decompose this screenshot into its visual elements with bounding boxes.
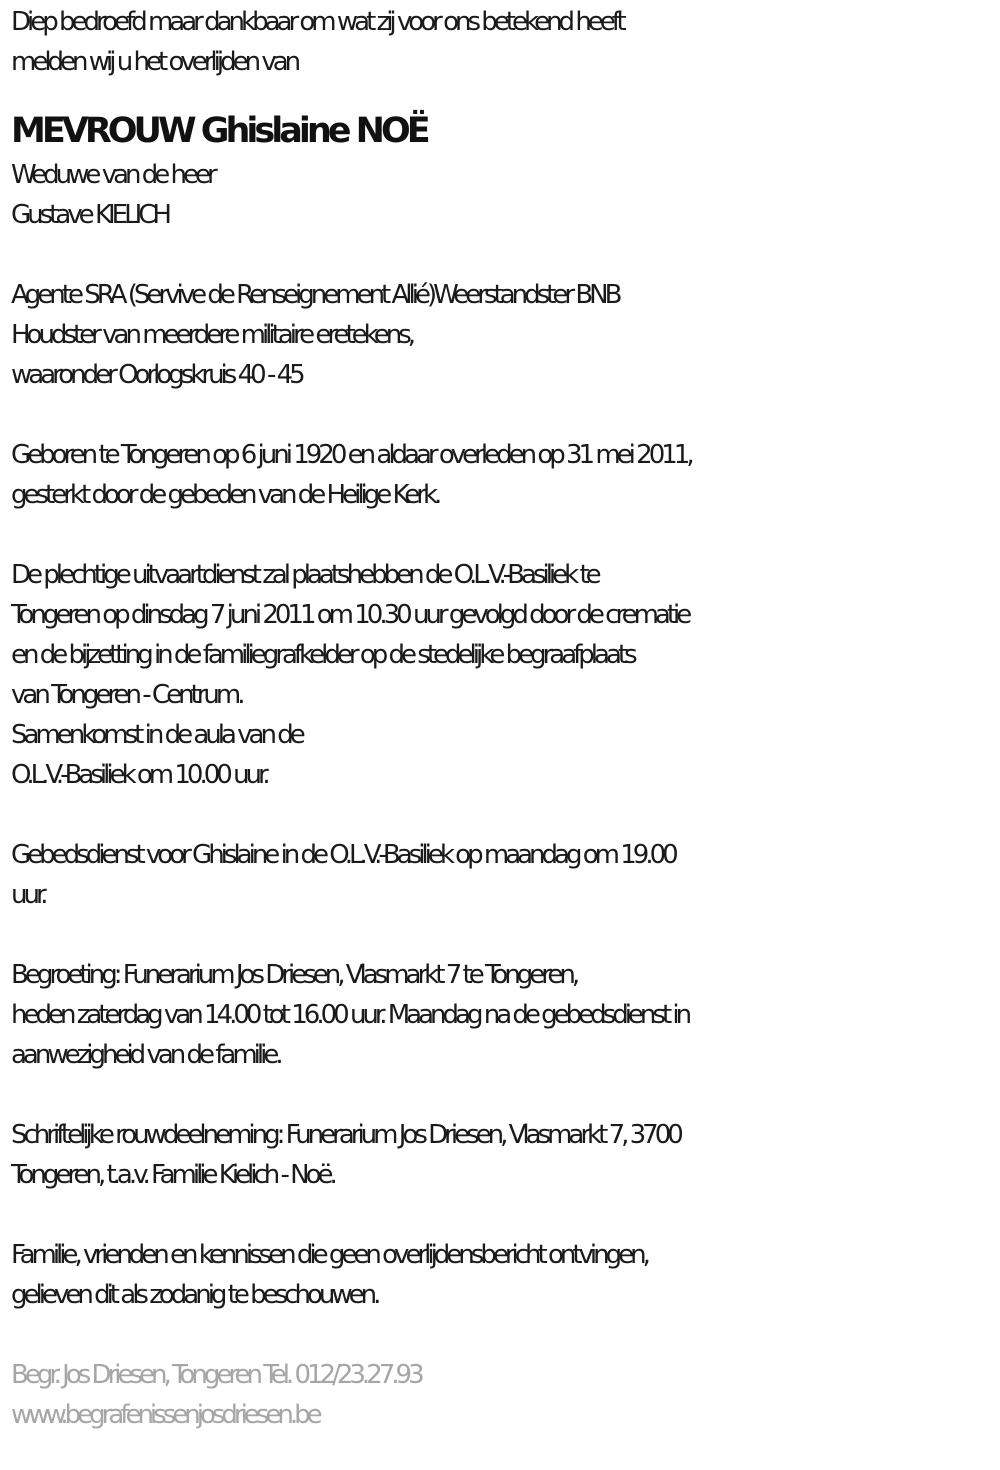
funeral-line: en de bijzetting in de familiegrafkelder op de stedelijke begraafplaats	[11, 640, 634, 670]
spacer	[11, 235, 996, 275]
spacer	[11, 1315, 996, 1355]
widow-block	[11, 155, 996, 235]
funeral-line: De plechtige uitvaartdienst zal plaatshebben de O.L.V.-Basiliek te	[11, 560, 598, 590]
condolences-line: Schriftelijke rouwdeelneming: Funerarium Jos Driesen, Vlasmarkt 7, 3700	[11, 1120, 680, 1150]
notice-line: gelieven dit als zodanig te beschouwen.	[11, 1280, 378, 1310]
spacer	[11, 395, 996, 435]
visitation-line: Begroeting: Funerarium Jos Driesen, Vlasmarkt 7 te Tongeren,	[11, 960, 577, 990]
birth-death-line: gesterkt door de gebeden van de Heilige Kerk.	[11, 480, 439, 510]
intro-block	[11, 2, 996, 82]
spacer	[11, 1075, 996, 1115]
funeral-home-website: www.begrafenissenjosdriesen.be	[11, 1400, 319, 1430]
footer	[11, 1355, 996, 1435]
widow-line: Gustave KIELICH	[11, 200, 168, 230]
honors-line: Houdster van meerdere militaire eretekens,	[11, 320, 413, 350]
death-notice	[11, 2, 996, 1435]
spacer	[11, 515, 996, 555]
funeral-block	[11, 555, 996, 795]
birth-death-line: Geboren te Tongeren op 6 juni 1920 en aldaar overleden op 31 mei 2011,	[11, 440, 691, 470]
honors-block	[11, 275, 996, 395]
visitation-line: aanwezigheid van de familie.	[11, 1040, 280, 1070]
spacer	[11, 1195, 996, 1235]
condolences-block	[11, 1115, 996, 1195]
condolences-line: Tongeren, t.a.v. Familie Kielich - Noë.	[11, 1160, 334, 1190]
notice-line: Familie, vrienden en kennissen die geen overlijdensbericht ontvingen,	[11, 1240, 647, 1270]
prayer-service-line: uur.	[11, 880, 45, 910]
spacer	[11, 795, 996, 835]
notice-block	[11, 1235, 996, 1315]
visitation-line: heden zaterdag van 14.00 tot 16.00 uur. Maandag na de gebedsdienst in	[11, 1000, 689, 1030]
intro-line: Diep bedroefd maar dankbaar om wat zij voor ons betekend heeft	[11, 7, 623, 37]
funeral-line: O.L.V.-Basiliek om 10.00 uur.	[11, 760, 267, 790]
funeral-home-contact: Begr. Jos Driesen, Tongeren Tel. 012/23.27.93	[11, 1360, 421, 1390]
prayer-service-line: Gebedsdienst voor Ghislaine in de O.L.V.-Basiliek op maandag om 19.00	[11, 840, 675, 870]
widow-line: Weduwe van de heer	[11, 160, 214, 190]
intro-line: melden wij u het overlijden van	[11, 47, 298, 77]
visitation-block	[11, 955, 996, 1075]
honors-line: Agente SRA (Servive de Renseignement Allié)Weerstandster BNB	[11, 280, 619, 310]
honors-line: waaronder Oorlogskruis 40 - 45	[11, 360, 302, 390]
funeral-line: Tongeren op dinsdag 7 juni 2011 om 10.30 uur gevolgd door de crematie	[11, 600, 689, 630]
funeral-line: van Tongeren - Centrum.	[11, 680, 242, 710]
deceased-name: MEVROUW Ghislaine NOË	[11, 111, 427, 151]
funeral-line: Samenkomst in de aula van de	[11, 720, 302, 750]
prayer-service-block	[11, 835, 996, 915]
spacer	[11, 915, 996, 955]
birth-death-block	[11, 435, 996, 515]
